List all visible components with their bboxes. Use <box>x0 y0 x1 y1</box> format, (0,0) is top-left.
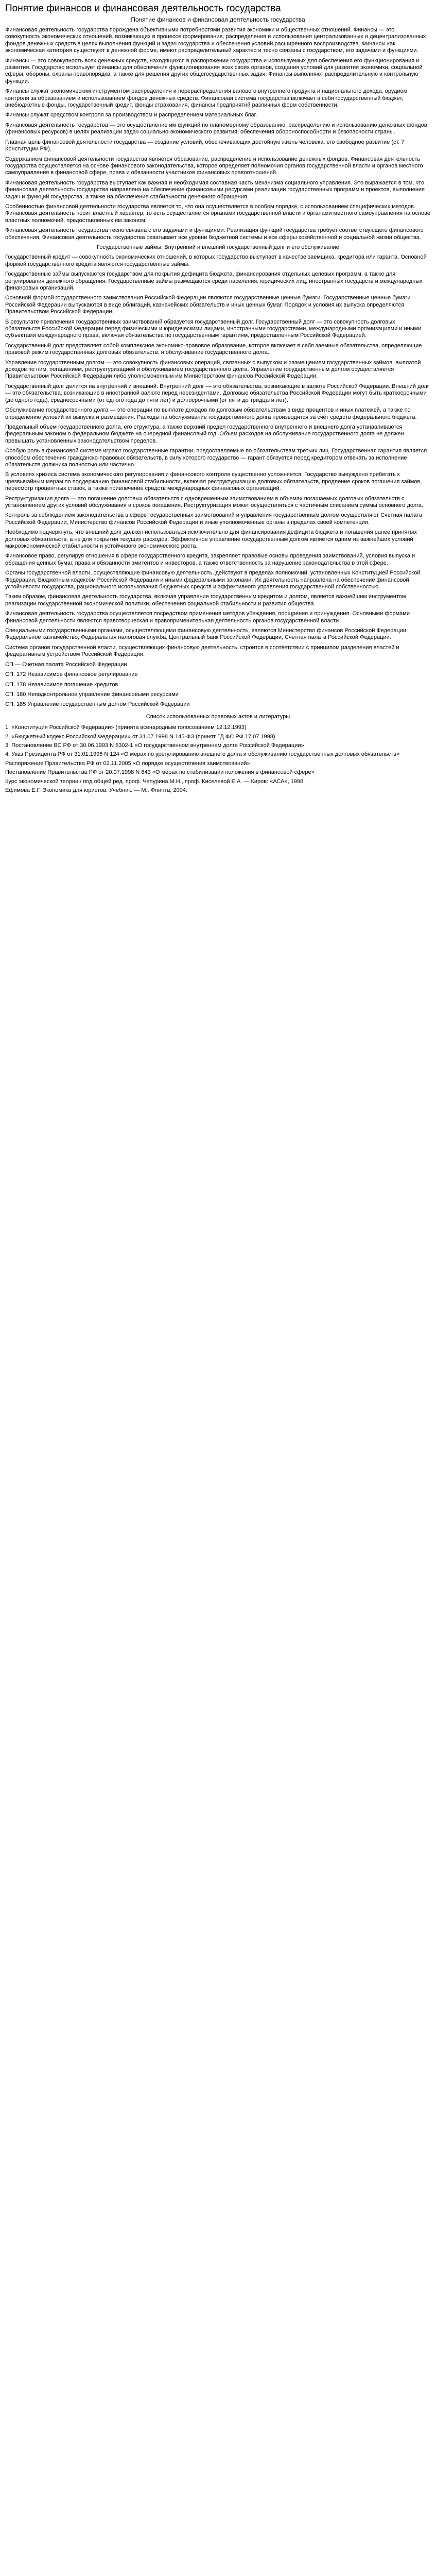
reference-item: 4. Указ Президента РФ от 31.01.1996 N 124 «О мерах по урегулированию внешнего долга и обслуживанию государственных долговых обязательств» <box>5 751 400 758</box>
references-title: Список использованных правовых актов и литературы <box>146 713 290 720</box>
paragraph: В результате привлечения государственных заимствований образуется государственный долг. Государственный долг — это совокупность долговых обязательств Российской Федерации перед физическими и юридическими лицами, иностранными государствами, международными организациями и иными субъектами международного права, включая обязательства по государственным гарантиям, предоставленным Российской Федерацией. <box>5 318 422 339</box>
paragraph: Обслуживание государственного долга — это операции по выплате доходов по долговым обязательствам в виде процентов и иных платежей, а также по определению условий их выпуска и размещения. Расходы на обслуживание государственного долга производятся за счет средств федерального бюджета. <box>5 407 417 420</box>
reference-item: 1. «Конституция Российской Федерации» (принята всенародным голосованием 12.12.1993) <box>5 724 247 731</box>
paragraph: Финансы служат средством контроля за производством и распределением материальных благ. <box>5 112 257 118</box>
paragraph: В условиях кризиса система экономического регулирования и финансового контроля существенно усложняется. Государство вынуждено прибегать к чрезвычайным мерам по поддержанию финансовой стабильности, включая реструктуризацию долговых обязательств, продление сроков погашения займов, пересмотр процентных ставок, а также привлечение средств международных финансовых организаций. <box>5 471 422 492</box>
paragraph: Органы государственной власти, осуществляющие финансовую деятельность, действуют в пределах полномочий, установленных Конституцией Российской Федерации, Бюджетным кодексом Российской Федерации и иными федеральными законами. Их деятельность направлена на обеспечение финансовой устойчивости государства, рационального использования бюджетных средств и эффективного управления государственной собственностью. <box>5 570 421 590</box>
paragraph: Специальными государственными органами, осуществляющими финансовую деятельность, являются Министерство финансов Российской Федерации, Федеральное казначейство, Федеральная налоговая служба, Центральный банк Российской Федерации, Счетная палата Российской Федерации. <box>5 628 408 641</box>
paragraph: Таким образом, финансовая деятельность государства, включая управление государственным кредитом и долгом, является важнейшим инструментом реализации государственной экономической политики, обеспечения социальной стабильности и развития общества. <box>5 594 406 607</box>
paragraph: Финансовая деятельность государства порождена объективными потребностями развития экономики и общественных отношений. Финансы — это совокупность экономических отношений, возникающих в процессе формирования, распределения и использования централизованных и децентрализованных фондов денежных средств в целях выполнения функций и задач государства и обеспечения условий расширенного воспроизводства. Финансы как экономическая категория существуют в денежной форме, имеют распределительный характер и тесно связаны с государством, его задачами и функциями. <box>5 27 426 54</box>
paragraph: Финансовая деятельность государства — это осуществление им функций по планомерному образованию, распределению и использованию денежных фондов (финансовых ресурсов) в целях реализации задач социально-экономического развития, обеспечения обороноспособности и безопасности страны. <box>5 122 427 135</box>
reference-item: Ефимова Е.Г. Экономика для юристов. Учебник. — М.: Флинта, 2004. <box>5 787 188 793</box>
paragraph: Финансовая деятельность государства тесно связана с его задачами и функциями. Реализация функций государства требует соответствующего финансового обеспечения. Финансовая деятельность государства охватывает все уровни бюджетной системы и все сферы хозяйственной и социальной жизни общества. <box>5 227 424 241</box>
paragraph: Реструктуризация долга — это погашение долговых обязательств с одновременным заимствованием в объемах погашаемых долговых обязательств с установлением других условий обслуживания и сроков погашения. Реструктуризация может осуществляться с частичным списанием суммы основного долга. <box>5 495 424 509</box>
paragraph: Финансовая деятельность государства выступает как важная и необходимая составная часть механизма социального управления. Это выражается в том, что финансовая деятельность государства направлена на обеспечение финансовыми ресурсами реализации государственных программ и проектов, выполнения задач и функций государства, а также на обеспечение стабильности денежного обращения. <box>5 179 425 200</box>
reference-item: Постановление Правительства РФ от 20.07.1998 N 843 «О мерах по стабилизации положения в финансовой сфере» <box>5 769 315 776</box>
references-list <box>5 724 431 794</box>
paragraph: Финансы служат экономическим инструментом распределения и перераспределения валового внутреннего продукта и национального дохода, орудием контроля за образованием и использованием фондов денежных средств. Финансовая система государства включает в себя государственный бюджет, внебюджетные фонды, государственный кредит, фонды страхования, финансы предприятий различных форм собственности. <box>5 88 408 109</box>
paragraph: Особенностью финансовой деятельности государства является то, что она осуществляется в особом порядке, с использованием специфических методов. Финансовая деятельность носит властный характер, то есть осуществляется органами государственной власти и органами местного самоуправления на основе властных полномочий, предоставленных им законом. <box>5 203 430 224</box>
paragraph: Финансовая деятельность государства осуществляется посредством применения методов убеждения, поощрения и принуждения. Основными формами финансовой деятельности являются правотворческая и правоприменительная деятельность органов государственной власти. <box>5 611 410 624</box>
paragraph: СП. 185 Управление государственным долгом Российской Федерации <box>5 701 190 708</box>
paragraph: СП — Счетная палата Российской Федерации <box>5 661 127 668</box>
paragraph: Государственный долг представляет собой комплексное экономико-правовое образование, которое включает в себя заемные обязательства, определяющие правовой режим государственных долговых обязательств, и обслуживание государственного долга. <box>5 342 422 356</box>
paragraph: Управление государственным долгом — это совокупность финансовых операций, связанных с выпуском и размещением государственных займов, выплатой доходов по ним, погашением, реструктуризацией и обслуживанием государственного долга. Управление государственным долгом осуществляется Правительством Российской Федерации либо уполномоченным им Министерством финансов Российской Федерации. <box>5 359 421 380</box>
paragraph: Основной формой государственного заимствования Российской Федерации являются государственные ценные бумаги. Государственные ценные бумаги Российской Федерации выпускаются в виде облигаций, казначейских обязательств и иных ценных бумаг. Порядок и условия их выпуска определяются Правительством Российской Федерации. <box>5 295 411 315</box>
paragraph: Особую роль в финансовой системе играют государственные гарантии, предоставляемые по обязательствам третьих лиц. Государственная гарантия является способом обеспечения гражданско-правовых обязательств, в силу которого государство — гарант обязуется перед кредитором отвечать за исполнение обязательств должника полностью или частично. <box>5 448 427 468</box>
reference-item: 3. Постановление ВС РФ от 30.06.1993 N 5302-1 «О государственном внутреннем долге Российской Федерации» <box>5 742 304 749</box>
paragraph: СП. 172 Независимое финансовое регулирование <box>5 671 138 678</box>
paragraph: Необходимо подчеркнуть, что внешний долг должен использоваться исключительно для финансирования дефицита бюджета и погашения ранее принятых долговых обязательств, а не для покрытия текущих расходов. Эффективное управление государственным долгом является одним из важнейших условий макроэкономической стабильности и устойчивого экономического роста. <box>5 529 417 549</box>
paragraph: Система органов государственной власти, осуществляющих финансовую деятельность, строится в соответствии с принципом разделения властей и федеративным устройством Российской Федерации. <box>5 644 399 658</box>
section-heading: Государственные займы. Внутренний и внешний государственный долг и его обслуживание <box>97 244 339 250</box>
paragraph: Государственный долг делится на внутренний и внешний. Внутренний долг — это обязательства, возникающие в валюте Российской Федерации. Внешний долг — это обязательства, возникающие в иностранной валюте перед нерезидентами. Долговые обязательства Российской Федерации могут быть краткосрочными (до одного года), среднесрочными (от одного года до пяти лет) и долгосрочными (от пяти до тридцати лет). <box>5 383 429 403</box>
paragraph: Государственный кредит — совокупность экономических отношений, в которых государство выступает в качестве заемщика, кредитора или гаранта. Основной формой государственного кредита являются государственные займы. <box>5 254 427 267</box>
document-body <box>5 27 431 708</box>
reference-item: Курс экономической теории / под общей ред. проф. Чепурина М.Н., проф. Киселевой Е.А. — Киров: «АСА», 1998. <box>5 778 305 785</box>
paragraph: Предельный объем государственного долга, его структура, а также верхний предел государственного внутреннего и внешнего долга устанавливаются федеральным законом о федеральном бюджете на очередной финансовый год. Объем расходов на обслуживание государственного долга не должен превышать установленных законодательством пределов. <box>5 423 404 444</box>
paragraph: Главная цель финансовой деятельности государства — создание условий, обеспечивающих достойную жизнь человека, его свободное развитие (ст. 7 Конституции РФ). <box>5 139 405 152</box>
paragraph: СП. 180 Неподконтрольное управление финансовыми ресурсами <box>5 691 179 698</box>
paragraph: Финансовое право, регулируя отношения в сфере государственного кредита, закрепляет правовые основы проведения заимствований, условия выпуска и обращения ценных бумаг, права и обязанности эмитентов и инвесторов, а также ответственность за нарушение законодательства в этой сфере. <box>5 553 415 566</box>
paragraph: Контроль за соблюдением законодательства в сфере государственных заимствований и управления государственным долгом осуществляют Счетная палата Российской Федерации, Министерство финансов Российской Федерации и иные уполномоченные органы в пределах своей компетенции. <box>5 512 423 526</box>
reference-item: 2. «Бюджетный кодекс Российской Федерации» от 31.07.1998 N 145-ФЗ (принят ГД ФС РФ 17.07.1998) <box>5 733 275 740</box>
paragraph: СП. 178 Независимое погашение кредитов <box>5 681 118 688</box>
page-title: Понятие финансов и финансовая деятельность государства <box>5 3 281 14</box>
paragraph: Финансы — это совокупность всех денежных средств, находящихся в распоряжении государства и используемых для обеспечения его функционирования и развития. Государство использует финансы для обеспечения функционирования всех своих органов, создания условий для развития экономики, социальной сферы, обороны, охраны правопорядка, а также для решения других общегосударственных задач. Финансы выполняют распределительную и контрольную функции. <box>5 57 423 84</box>
paragraph: Государственные займы выпускаются государством для покрытия дефицита бюджета, финансирования отдельных целевых программ, а также для регулирования денежного обращения. Государственные займы размещаются среди населения, юридических лиц, иностранных государств и международных финансовых организаций. <box>5 271 423 291</box>
paragraph: Содержанием финансовой деятельности государства является образование, распределение и использование денежных фондов. Финансовая деятельность государства осуществляется на основе финансового законодательства, которое определяет полномочия органов государственной власти и органов местного самоуправления в финансовой сфере, права и обязанности участников финансовых правоотношений. <box>5 156 423 176</box>
reference-item: Распоряжение Правительства РФ от 02.11.2005 «О порядке осуществления заимствований» <box>5 760 250 767</box>
page-subtitle: Понятие финансов и финансовая деятельность государства <box>131 16 305 23</box>
